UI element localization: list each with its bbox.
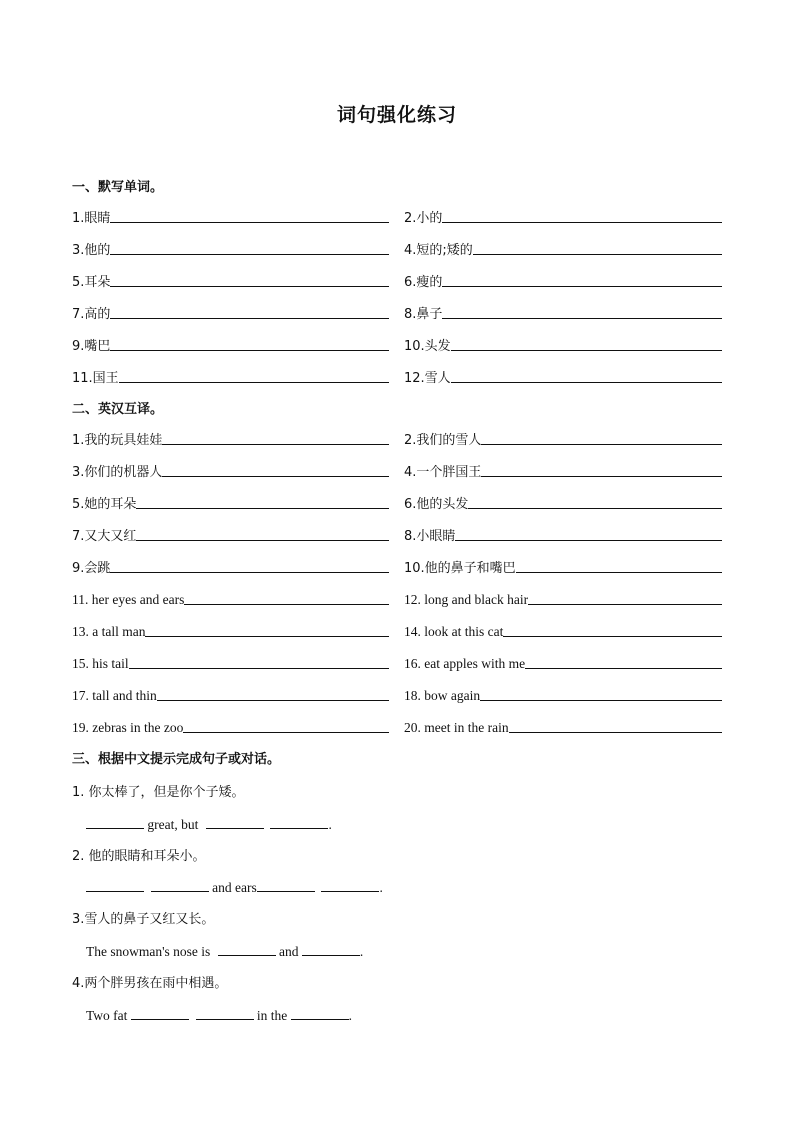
answer-blank[interactable] — [302, 941, 360, 956]
item-label: 4.一个胖国王 — [404, 465, 482, 480]
answer-blank[interactable] — [86, 877, 144, 892]
answer-line[interactable] — [110, 286, 389, 287]
exercise-item — [404, 270, 722, 290]
exercise-item — [404, 588, 722, 608]
item-label: 7.高的 — [72, 307, 111, 322]
item-label: 12. long and black hair — [404, 592, 529, 607]
answer-line: great, but . — [86, 814, 332, 833]
answer-line[interactable] — [516, 572, 722, 573]
exercise-item — [72, 460, 389, 480]
section-heading-3: 三、根据中文提示完成句子或对话。 — [72, 752, 281, 767]
exercise-item — [404, 428, 722, 448]
exercise-item — [72, 428, 389, 448]
item-label: 3.他的 — [72, 243, 111, 258]
answer-blank[interactable] — [321, 877, 379, 892]
answer-line[interactable] — [184, 604, 389, 605]
answer-line[interactable] — [110, 572, 389, 573]
exercise-item — [72, 206, 389, 226]
section-heading-1: 一、默写单词。 — [72, 180, 164, 195]
exercise-item — [72, 684, 389, 704]
item-label: 2.小的 — [404, 211, 443, 226]
item-label: 4.短的;矮的 — [404, 243, 473, 258]
item-label: 12.雪人 — [404, 371, 451, 386]
item-label: 19. zebras in the zoo — [72, 720, 184, 735]
answer-line[interactable] — [157, 700, 389, 701]
exercise-item — [404, 620, 722, 640]
exercise-item — [72, 716, 389, 736]
question-prompt: 1. 你太棒了，但是你个子矮。 — [72, 785, 245, 800]
answer-line[interactable] — [451, 350, 722, 351]
answer-line[interactable] — [442, 222, 722, 223]
item-label: 8.鼻子 — [404, 307, 443, 322]
answer-line[interactable] — [509, 732, 722, 733]
item-label: 10.头发 — [404, 339, 451, 354]
item-label: 15. his tail — [72, 656, 129, 671]
exercise-item — [72, 524, 389, 544]
exercise-item — [72, 556, 389, 576]
item-label: 13. a tall man — [72, 624, 146, 639]
item-label: 2.我们的雪人 — [404, 433, 482, 448]
answer-blank[interactable] — [291, 1005, 349, 1020]
exercise-item — [72, 620, 389, 640]
answer-line[interactable] — [119, 382, 389, 383]
answer-line[interactable] — [162, 444, 389, 445]
exercise-item — [72, 270, 389, 290]
answer-line[interactable] — [442, 286, 722, 287]
answer-blank[interactable] — [151, 877, 209, 892]
item-label: 18. bow again — [404, 688, 481, 703]
page-title: 词句强化练习 — [336, 104, 457, 126]
answer-blank[interactable] — [86, 814, 144, 829]
answer-line[interactable] — [136, 508, 389, 509]
answer-line[interactable] — [503, 636, 722, 637]
answer-line[interactable] — [145, 636, 389, 637]
item-label: 6.他的头发 — [404, 497, 469, 512]
answer-line[interactable] — [525, 668, 722, 669]
question-prompt: 4.两个胖男孩在雨中相遇。 — [72, 976, 228, 991]
exercise-item — [404, 716, 722, 736]
answer-line[interactable] — [129, 668, 389, 669]
answer-blank[interactable] — [218, 941, 276, 956]
item-label: 5.她的耳朵 — [72, 497, 137, 512]
answer-blank[interactable] — [270, 814, 328, 829]
answer-line[interactable] — [110, 350, 389, 351]
answer-blank[interactable] — [206, 814, 264, 829]
item-label: 7.又大又红 — [72, 529, 137, 544]
answer-line[interactable] — [110, 254, 389, 255]
item-label: 14. look at this cat — [404, 624, 504, 639]
exercise-item — [404, 556, 722, 576]
question-prompt: 2. 他的眼睛和耳朵小。 — [72, 849, 206, 864]
answer-line[interactable] — [473, 254, 722, 255]
item-label: 1.我的玩具娃娃 — [72, 433, 163, 448]
exercise-item — [404, 302, 722, 322]
item-label: 9.嘴巴 — [72, 339, 111, 354]
item-label: 6.瘦的 — [404, 275, 443, 290]
answer-line[interactable] — [480, 700, 722, 701]
answer-line[interactable] — [442, 318, 722, 319]
exercise-item — [404, 238, 722, 258]
section-heading-2: 二、英汉互译。 — [72, 402, 164, 417]
item-label: 17. tall and thin — [72, 688, 157, 703]
answer-blank[interactable] — [196, 1005, 254, 1020]
answer-line[interactable] — [110, 222, 389, 223]
answer-line[interactable] — [183, 732, 389, 733]
answer-line[interactable] — [136, 540, 389, 541]
exercise-item — [404, 334, 722, 354]
exercise-item — [72, 366, 389, 386]
exercise-item — [404, 366, 722, 386]
answer-line[interactable] — [481, 476, 722, 477]
item-label: 9.会跳 — [72, 561, 111, 576]
answer-line[interactable] — [481, 444, 722, 445]
answer-line[interactable] — [110, 318, 389, 319]
answer-line[interactable] — [528, 604, 722, 605]
answer-blank[interactable] — [257, 877, 315, 892]
item-label: 20. meet in the rain — [404, 720, 509, 735]
answer-line[interactable] — [162, 476, 389, 477]
exercise-item — [72, 302, 389, 322]
item-label: 8.小眼睛 — [404, 529, 456, 544]
exercise-item — [72, 238, 389, 258]
exercise-item — [404, 492, 722, 512]
item-label: 11.国王 — [72, 371, 119, 386]
item-label: 5.耳朵 — [72, 275, 111, 290]
answer-line[interactable] — [451, 382, 722, 383]
exercise-item — [404, 524, 722, 544]
exercise-item — [404, 460, 722, 480]
item-label: 3.你们的机器人 — [72, 465, 163, 480]
exercise-item — [72, 492, 389, 512]
exercise-item — [72, 334, 389, 354]
exercise-item — [72, 588, 389, 608]
answer-line: Two fat in the . — [86, 1005, 352, 1024]
item-label: 11. her eyes and ears — [72, 592, 185, 607]
exercise-item — [404, 684, 722, 704]
item-label: 1.眼睛 — [72, 211, 111, 226]
item-label: 16. eat apples with me — [404, 656, 526, 671]
answer-line: The snowman's nose is and . — [86, 941, 363, 960]
answer-line[interactable] — [455, 540, 722, 541]
exercise-item — [404, 652, 722, 672]
exercise-item — [72, 652, 389, 672]
exercise-item — [404, 206, 722, 226]
answer-line[interactable] — [468, 508, 722, 509]
answer-blank[interactable] — [131, 1005, 189, 1020]
item-label: 10.他的鼻子和嘴巴 — [404, 561, 516, 576]
answer-line: and ears . — [86, 877, 383, 896]
question-prompt: 3.雪人的鼻子又红又长。 — [72, 912, 215, 927]
